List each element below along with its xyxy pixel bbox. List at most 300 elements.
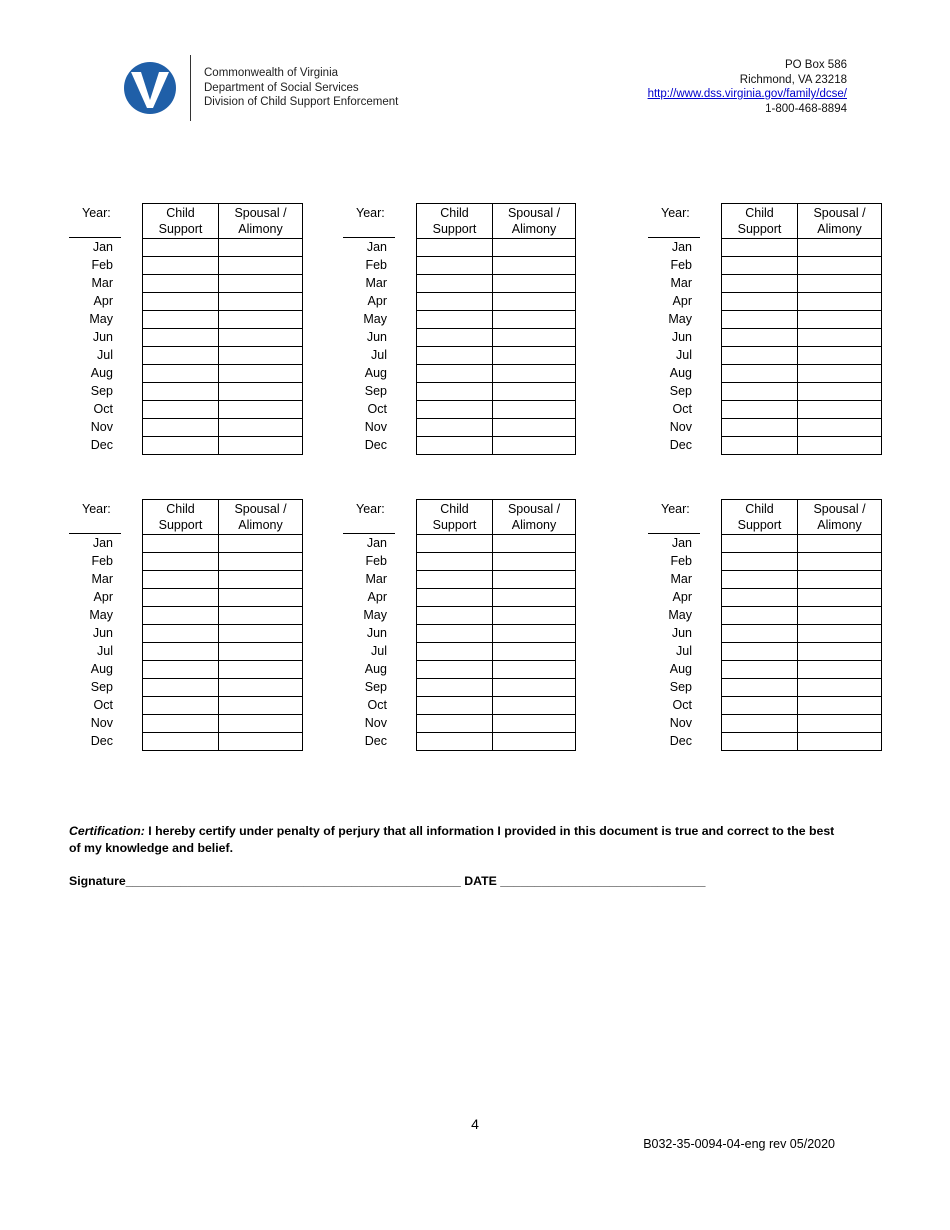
vdss-logo <box>122 60 178 116</box>
spousal-alimony-cell[interactable] <box>798 679 882 697</box>
child-support-cell[interactable] <box>722 661 798 679</box>
month-label: Jun <box>92 330 113 344</box>
spousal-alimony-cell[interactable] <box>219 293 303 311</box>
spousal-alimony-cell[interactable] <box>798 275 882 293</box>
child-support-cell[interactable] <box>143 347 219 365</box>
month-label: Dec <box>90 734 113 748</box>
spousal-alimony-cell[interactable] <box>798 383 882 401</box>
spousal-alimony-cell[interactable] <box>219 437 303 455</box>
spousal-alimony-cell[interactable] <box>219 715 303 733</box>
month-label: May <box>89 312 113 326</box>
child-support-cell[interactable] <box>143 661 219 679</box>
table-row <box>722 535 882 553</box>
spousal-alimony-cell[interactable] <box>219 607 303 625</box>
spousal-alimony-cell[interactable] <box>798 257 882 275</box>
table-row <box>417 589 576 607</box>
month-label: Aug <box>364 662 387 676</box>
certification-text: I hereby certify under penalty of perjury that all information I provided in this document is true and correct to the best of my knowledge and belief. <box>69 824 835 855</box>
child-support-cell[interactable] <box>417 553 493 571</box>
spousal-alimony-cell[interactable] <box>219 535 303 553</box>
table-row <box>143 347 303 365</box>
month-label: Sep <box>90 384 113 398</box>
spousal-alimony-cell[interactable] <box>493 715 576 733</box>
month-label: Jan <box>366 240 387 254</box>
table-row <box>722 347 882 365</box>
table-row <box>143 239 303 257</box>
spousal-alimony-cell[interactable] <box>798 293 882 311</box>
spousal-alimony-cell[interactable] <box>219 275 303 293</box>
table-row <box>417 419 576 437</box>
spousal-alimony-cell[interactable] <box>493 293 576 311</box>
month-label: Oct <box>367 698 387 712</box>
table-row <box>143 365 303 383</box>
child-support-cell[interactable] <box>722 733 798 751</box>
table-row <box>143 625 303 643</box>
address-line-1: PO Box 586 <box>784 59 847 71</box>
child-support-cell[interactable] <box>143 697 219 715</box>
agency-line-1: Commonwealth of Virginia <box>204 67 339 79</box>
table-row <box>143 257 303 275</box>
certification-label: Certification: <box>69 824 145 838</box>
table-row <box>722 607 882 625</box>
agency-line-2: Department of Social Services <box>204 81 359 94</box>
child-support-cell[interactable] <box>143 553 219 571</box>
month-label: Feb <box>670 554 692 568</box>
child-support-cell[interactable] <box>417 661 493 679</box>
child-support-cell[interactable] <box>417 607 493 625</box>
child-support-cell[interactable] <box>722 697 798 715</box>
spousal-alimony-cell[interactable] <box>219 329 303 347</box>
spousal-alimony-cell[interactable] <box>798 239 882 257</box>
signature-blank[interactable]: _________________________________________________ <box>125 874 461 888</box>
spousal-alimony-cell[interactable] <box>798 571 882 589</box>
table-row <box>722 589 882 607</box>
month-label: Oct <box>93 402 113 416</box>
table-row <box>417 383 576 401</box>
spousal-alimony-cell[interactable] <box>493 553 576 571</box>
child-support-cell[interactable] <box>417 733 493 751</box>
spousal-alimony-header: Spousal / Alimony <box>219 204 303 239</box>
table-row <box>143 715 303 733</box>
spousal-alimony-cell[interactable] <box>493 419 576 437</box>
agency-name <box>204 66 398 110</box>
month-label: Nov <box>90 420 113 434</box>
page-number: 4 <box>471 1116 479 1132</box>
month-label: Mar <box>670 572 692 586</box>
spousal-alimony-cell[interactable] <box>798 661 882 679</box>
table-row <box>722 437 882 455</box>
month-label: May <box>89 608 113 622</box>
child-support-cell[interactable] <box>417 347 493 365</box>
month-label: Mar <box>91 276 113 290</box>
spousal-alimony-cell[interactable] <box>798 697 882 715</box>
month-label: Feb <box>365 554 387 568</box>
spousal-alimony-cell[interactable] <box>798 311 882 329</box>
child-support-cell[interactable] <box>722 571 798 589</box>
spousal-alimony-cell[interactable] <box>219 257 303 275</box>
child-support-cell[interactable] <box>722 419 798 437</box>
month-label: Sep <box>364 680 387 694</box>
child-support-cell[interactable] <box>143 275 219 293</box>
table-row <box>143 661 303 679</box>
spousal-alimony-cell[interactable] <box>798 347 882 365</box>
spousal-alimony-cell[interactable] <box>798 589 882 607</box>
table-row <box>722 697 882 715</box>
child-support-cell[interactable] <box>143 239 219 257</box>
table-row <box>143 553 303 571</box>
month-label: Oct <box>93 698 113 712</box>
child-support-cell[interactable] <box>143 419 219 437</box>
spousal-alimony-cell[interactable] <box>798 365 882 383</box>
month-label: Nov <box>669 716 692 730</box>
table-row <box>417 661 576 679</box>
table-row <box>722 715 882 733</box>
child-support-cell[interactable] <box>417 643 493 661</box>
child-support-cell[interactable] <box>722 437 798 455</box>
table-row <box>143 535 303 553</box>
table-row <box>143 401 303 419</box>
child-support-cell[interactable] <box>143 437 219 455</box>
month-label: Jun <box>671 626 692 640</box>
child-support-cell[interactable] <box>143 607 219 625</box>
address-line-2: Richmond, VA 23218 <box>739 73 847 86</box>
table-row <box>722 329 882 347</box>
table-row <box>143 329 303 347</box>
month-label: Apr <box>672 294 692 308</box>
spousal-alimony-cell[interactable] <box>493 589 576 607</box>
child-support-cell[interactable] <box>417 571 493 589</box>
spousal-alimony-cell[interactable] <box>798 625 882 643</box>
table-row <box>417 329 576 347</box>
month-label: Mar <box>365 572 387 586</box>
month-label: May <box>363 608 387 622</box>
spousal-alimony-cell[interactable] <box>219 679 303 697</box>
child-support-cell[interactable] <box>143 311 219 329</box>
child-support-cell[interactable] <box>143 293 219 311</box>
child-support-cell[interactable] <box>722 275 798 293</box>
table-row <box>722 553 882 571</box>
month-label: Jan <box>92 240 113 254</box>
child-support-cell[interactable] <box>722 643 798 661</box>
month-label: Sep <box>364 384 387 398</box>
month-label: Jan <box>671 536 692 550</box>
table-row <box>417 553 576 571</box>
child-support-cell[interactable] <box>722 311 798 329</box>
spousal-alimony-header: Spousal / Alimony <box>219 500 303 535</box>
child-support-cell[interactable] <box>143 365 219 383</box>
month-label: Mar <box>91 572 113 586</box>
child-support-cell[interactable] <box>417 257 493 275</box>
date-blank[interactable]: ______________________________ <box>500 874 706 888</box>
child-support-cell[interactable] <box>722 401 798 419</box>
table-row <box>143 589 303 607</box>
month-label: Dec <box>669 438 692 452</box>
child-support-header: Child Support <box>417 204 493 239</box>
table-row <box>143 571 303 589</box>
child-support-cell[interactable] <box>143 535 219 553</box>
month-label: Dec <box>669 734 692 748</box>
month-label: Jan <box>92 536 113 550</box>
month-label: Apr <box>93 590 113 604</box>
spousal-alimony-cell[interactable] <box>493 365 576 383</box>
child-support-cell[interactable] <box>143 401 219 419</box>
spousal-alimony-cell[interactable] <box>219 643 303 661</box>
child-support-cell[interactable] <box>417 383 493 401</box>
year-label: Year: <box>82 206 111 220</box>
month-label: Jul <box>676 644 692 658</box>
child-support-cell[interactable] <box>417 697 493 715</box>
child-support-cell[interactable] <box>417 311 493 329</box>
table-row <box>722 661 882 679</box>
spousal-alimony-cell[interactable] <box>493 535 576 553</box>
month-label: Nov <box>669 420 692 434</box>
month-label: Feb <box>365 258 387 272</box>
spousal-alimony-cell[interactable] <box>219 401 303 419</box>
spousal-alimony-cell[interactable] <box>219 733 303 751</box>
spousal-alimony-cell[interactable] <box>219 661 303 679</box>
spousal-alimony-cell[interactable] <box>219 553 303 571</box>
child-support-cell[interactable] <box>722 365 798 383</box>
payment-grid <box>142 203 303 455</box>
date-label: DATE <box>464 874 497 888</box>
child-support-cell[interactable] <box>417 239 493 257</box>
child-support-cell[interactable] <box>722 329 798 347</box>
spousal-alimony-header: Spousal / Alimony <box>798 500 882 535</box>
month-label: Feb <box>91 258 113 272</box>
month-label: Oct <box>672 402 692 416</box>
spousal-alimony-cell[interactable] <box>219 571 303 589</box>
month-label: Dec <box>364 734 387 748</box>
month-label: Apr <box>367 294 387 308</box>
spousal-alimony-cell[interactable] <box>798 329 882 347</box>
child-support-cell[interactable] <box>722 589 798 607</box>
spousal-alimony-cell[interactable] <box>493 697 576 715</box>
year-block-4 <box>69 499 349 749</box>
spousal-alimony-cell[interactable] <box>219 365 303 383</box>
table-row <box>722 625 882 643</box>
spousal-alimony-cell[interactable] <box>219 347 303 365</box>
table-row <box>417 437 576 455</box>
year-block-2 <box>343 203 623 453</box>
child-support-cell[interactable] <box>143 257 219 275</box>
spousal-alimony-cell[interactable] <box>493 383 576 401</box>
month-label: May <box>363 312 387 326</box>
spousal-alimony-cell[interactable] <box>798 553 882 571</box>
child-support-cell[interactable] <box>143 571 219 589</box>
month-label: Oct <box>672 698 692 712</box>
spousal-alimony-cell[interactable] <box>798 401 882 419</box>
table-row <box>722 293 882 311</box>
child-support-cell[interactable] <box>417 535 493 553</box>
spousal-alimony-cell[interactable] <box>798 733 882 751</box>
child-support-cell[interactable] <box>417 419 493 437</box>
table-row <box>417 401 576 419</box>
child-support-cell[interactable] <box>722 239 798 257</box>
child-support-cell[interactable] <box>417 293 493 311</box>
header-divider <box>190 55 191 121</box>
spousal-alimony-cell[interactable] <box>219 383 303 401</box>
month-label: Aug <box>669 662 692 676</box>
table-row <box>143 275 303 293</box>
child-support-cell[interactable] <box>722 257 798 275</box>
month-label: Jun <box>92 626 113 640</box>
table-row <box>417 275 576 293</box>
spousal-alimony-cell[interactable] <box>493 239 576 257</box>
spousal-alimony-cell[interactable] <box>798 715 882 733</box>
table-row <box>722 401 882 419</box>
spousal-alimony-cell[interactable] <box>493 401 576 419</box>
month-label: Jun <box>366 626 387 640</box>
child-support-cell[interactable] <box>417 275 493 293</box>
child-support-cell[interactable] <box>143 589 219 607</box>
spousal-alimony-cell[interactable] <box>219 311 303 329</box>
child-support-cell[interactable] <box>143 733 219 751</box>
child-support-header: Child Support <box>417 500 493 535</box>
year-block-3 <box>648 203 928 453</box>
child-support-cell[interactable] <box>722 293 798 311</box>
month-label: Feb <box>670 258 692 272</box>
month-label: Jul <box>97 644 113 658</box>
month-label: Sep <box>669 680 692 694</box>
spousal-alimony-cell[interactable] <box>219 239 303 257</box>
month-label: Jan <box>366 536 387 550</box>
month-label: Jul <box>97 348 113 362</box>
table-row <box>417 733 576 751</box>
signature-label: Signature <box>69 874 126 888</box>
table-row <box>417 607 576 625</box>
table-row <box>722 679 882 697</box>
child-support-cell[interactable] <box>417 437 493 455</box>
spousal-alimony-cell[interactable] <box>798 437 882 455</box>
child-support-cell[interactable] <box>417 715 493 733</box>
table-row <box>143 733 303 751</box>
table-row <box>417 679 576 697</box>
month-label: Dec <box>90 438 113 452</box>
year-block-6 <box>648 499 928 749</box>
table-row <box>417 715 576 733</box>
table-row <box>417 571 576 589</box>
month-label: Nov <box>364 420 387 434</box>
payment-grid <box>416 203 576 455</box>
child-support-cell[interactable] <box>722 535 798 553</box>
table-row <box>417 293 576 311</box>
table-row <box>722 383 882 401</box>
year-label: Year: <box>82 502 111 516</box>
month-label: Aug <box>364 366 387 380</box>
table-row <box>143 697 303 715</box>
child-support-header: Child Support <box>722 500 798 535</box>
child-support-cell[interactable] <box>722 715 798 733</box>
month-label: Apr <box>367 590 387 604</box>
month-label: Feb <box>91 554 113 568</box>
child-support-cell[interactable] <box>722 383 798 401</box>
year-label: Year: <box>661 206 690 220</box>
table-row <box>143 293 303 311</box>
spousal-alimony-cell[interactable] <box>493 329 576 347</box>
year-block-5 <box>343 499 623 749</box>
month-label: Apr <box>672 590 692 604</box>
child-support-cell[interactable] <box>722 607 798 625</box>
spousal-alimony-cell[interactable] <box>493 257 576 275</box>
spousal-alimony-cell[interactable] <box>493 437 576 455</box>
child-support-cell[interactable] <box>722 625 798 643</box>
spousal-alimony-cell[interactable] <box>798 535 882 553</box>
month-label: Jul <box>371 348 387 362</box>
child-support-cell[interactable] <box>722 679 798 697</box>
year-label: Year: <box>661 502 690 516</box>
spousal-alimony-cell[interactable] <box>219 697 303 715</box>
child-support-cell[interactable] <box>143 715 219 733</box>
table-row <box>722 733 882 751</box>
month-label: Oct <box>367 402 387 416</box>
spousal-alimony-cell[interactable] <box>219 419 303 437</box>
child-support-cell[interactable] <box>417 365 493 383</box>
child-support-cell[interactable] <box>143 329 219 347</box>
spousal-alimony-cell[interactable] <box>798 643 882 661</box>
spousal-alimony-cell[interactable] <box>493 679 576 697</box>
child-support-cell[interactable] <box>143 383 219 401</box>
child-support-cell[interactable] <box>417 589 493 607</box>
month-label: Aug <box>90 662 113 676</box>
spousal-alimony-cell[interactable] <box>493 347 576 365</box>
spousal-alimony-cell[interactable] <box>493 733 576 751</box>
child-support-cell[interactable] <box>417 625 493 643</box>
table-row <box>722 571 882 589</box>
table-row <box>143 679 303 697</box>
spousal-alimony-cell[interactable] <box>493 311 576 329</box>
child-support-cell[interactable] <box>143 679 219 697</box>
month-label: Mar <box>670 276 692 290</box>
table-row <box>143 437 303 455</box>
child-support-cell[interactable] <box>722 553 798 571</box>
child-support-cell[interactable] <box>417 329 493 347</box>
table-row <box>417 643 576 661</box>
table-row <box>417 535 576 553</box>
website-link[interactable]: http://www.dss.virginia.gov/family/dcse/ <box>647 88 847 100</box>
table-row <box>143 643 303 661</box>
month-label: Jul <box>676 348 692 362</box>
spousal-alimony-header: Spousal / Alimony <box>493 204 576 239</box>
spousal-alimony-cell[interactable] <box>798 607 882 625</box>
month-label: Sep <box>669 384 692 398</box>
spousal-alimony-header: Spousal / Alimony <box>493 500 576 535</box>
spousal-alimony-cell[interactable] <box>219 589 303 607</box>
table-row <box>417 311 576 329</box>
child-support-header: Child Support <box>722 204 798 239</box>
child-support-cell[interactable] <box>722 347 798 365</box>
child-support-cell[interactable] <box>143 643 219 661</box>
payment-grid <box>721 203 882 455</box>
spousal-alimony-cell[interactable] <box>493 571 576 589</box>
spousal-alimony-cell[interactable] <box>493 625 576 643</box>
month-label: Mar <box>365 276 387 290</box>
child-support-cell[interactable] <box>143 625 219 643</box>
spousal-alimony-cell[interactable] <box>219 625 303 643</box>
spousal-alimony-cell[interactable] <box>798 419 882 437</box>
spousal-alimony-cell[interactable] <box>493 607 576 625</box>
table-row <box>722 365 882 383</box>
contact-address <box>648 58 847 116</box>
table-row <box>417 697 576 715</box>
table-row <box>143 419 303 437</box>
child-support-cell[interactable] <box>417 679 493 697</box>
table-row <box>722 643 882 661</box>
child-support-cell[interactable] <box>417 401 493 419</box>
month-label: Jan <box>671 240 692 254</box>
spousal-alimony-cell[interactable] <box>493 661 576 679</box>
spousal-alimony-cell[interactable] <box>493 643 576 661</box>
spousal-alimony-cell[interactable] <box>493 275 576 293</box>
